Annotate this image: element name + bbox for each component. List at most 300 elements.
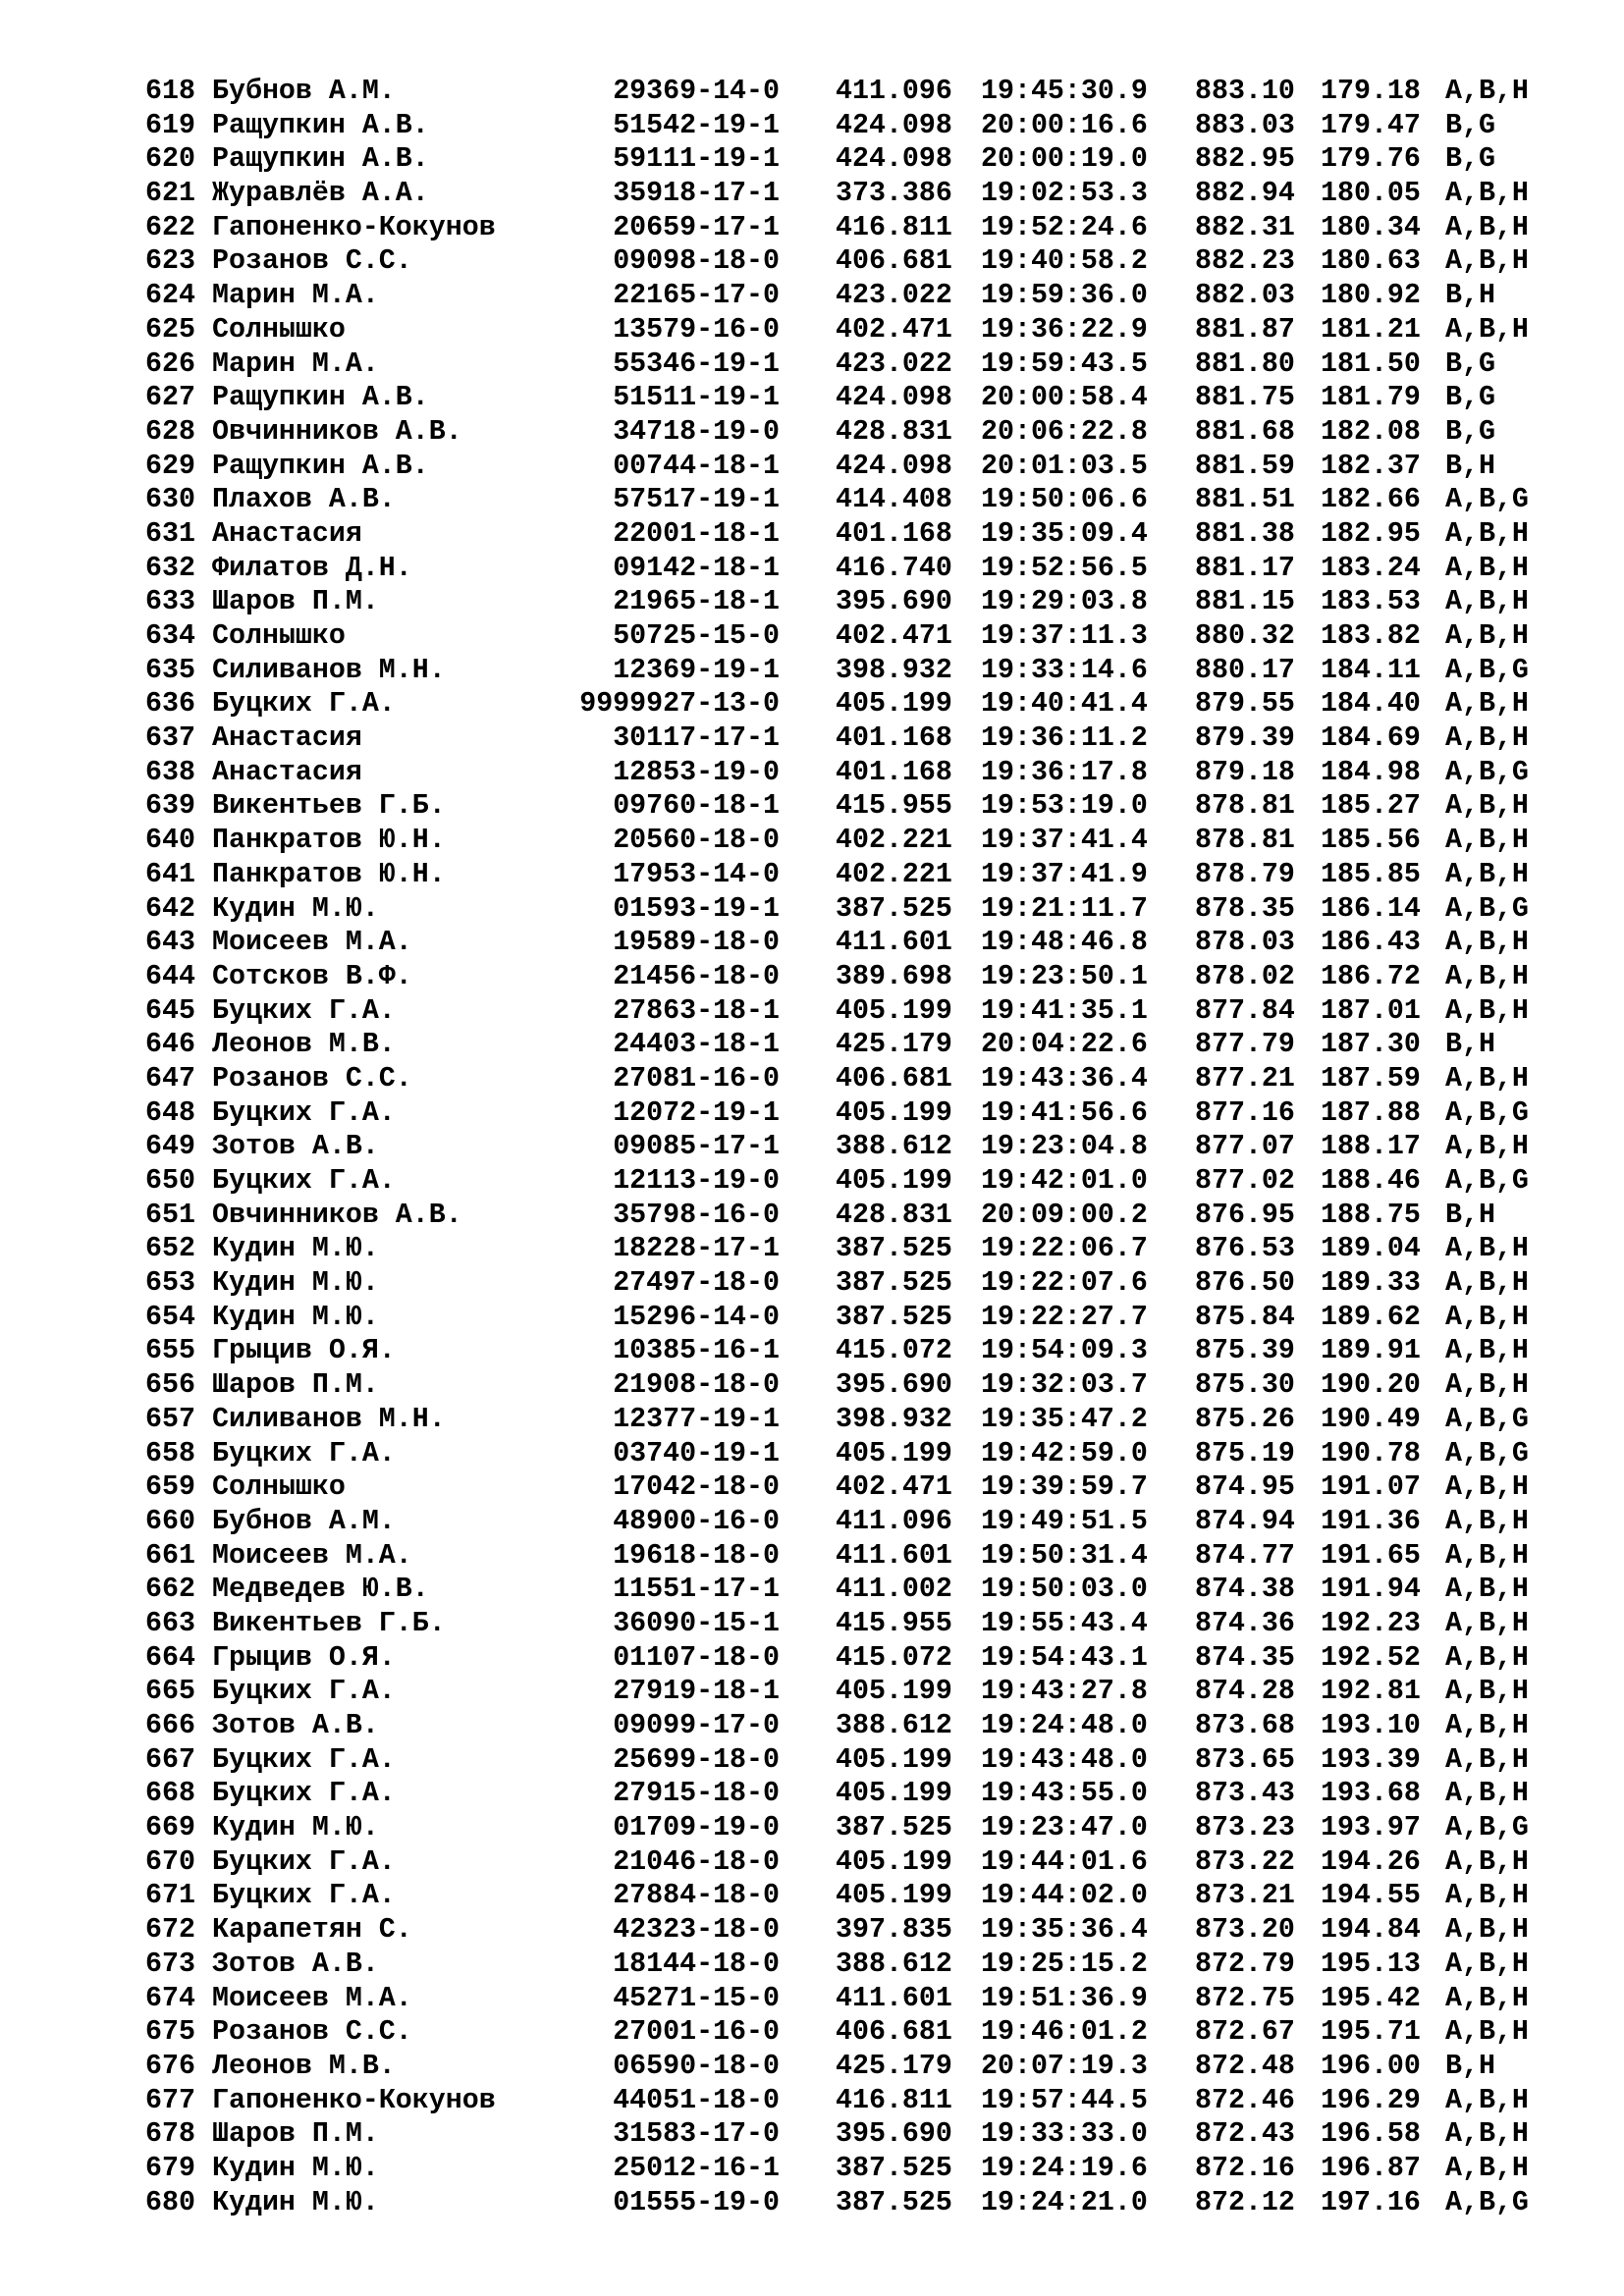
row-number: 655 xyxy=(145,1335,195,1367)
table-row xyxy=(145,994,1559,1029)
arrival-time: 19:37:41.4 xyxy=(981,825,1148,857)
speed: 878.81 xyxy=(1195,825,1295,857)
arrival-time: 19:44:01.6 xyxy=(981,1845,1148,1878)
points: 181.50 xyxy=(1321,347,1421,380)
ring-number: 27001-16-0 xyxy=(613,2016,780,2049)
table-row xyxy=(145,552,1559,586)
fancier-name: Кудин М.Ю. xyxy=(212,1267,379,1300)
row-number: 669 xyxy=(145,1812,195,1844)
fancier-name: Бубнов А.М. xyxy=(212,76,396,107)
row-number: 653 xyxy=(145,1267,195,1300)
speed: 872.67 xyxy=(1195,2016,1295,2049)
arrival-time: 20:00:58.4 xyxy=(981,382,1148,414)
row-number: 622 xyxy=(145,211,195,243)
points: 184.98 xyxy=(1321,756,1421,788)
category: A,B,H xyxy=(1445,1471,1529,1504)
ring-number: 51542-19-1 xyxy=(613,109,780,141)
ring-number: 30117-17-1 xyxy=(613,722,780,755)
fancier-name: Гапоненко-Кокунов xyxy=(212,211,496,243)
fancier-name: Леонов М.В. xyxy=(212,1029,396,1061)
table-row xyxy=(145,1403,1559,1437)
ring-number: 15296-14-0 xyxy=(613,1301,780,1333)
fancier-name: Карапетян С. xyxy=(212,1914,412,1947)
distance: 405.199 xyxy=(836,688,952,721)
category: A,B,H xyxy=(1445,1914,1529,1947)
distance: 387.525 xyxy=(836,2186,952,2218)
ring-number: 12113-19-0 xyxy=(613,1165,780,1197)
table-row xyxy=(145,654,1559,688)
arrival-time: 19:29:03.8 xyxy=(981,586,1148,618)
category: A,B,H xyxy=(1445,1301,1529,1333)
points: 192.23 xyxy=(1321,1607,1421,1639)
ring-number: 55346-19-1 xyxy=(613,347,780,380)
distance: 395.690 xyxy=(836,586,952,618)
table-row xyxy=(145,1062,1559,1096)
ring-number: 01107-18-0 xyxy=(613,1641,780,1674)
points: 191.94 xyxy=(1321,1574,1421,1606)
arrival-time: 19:24:48.0 xyxy=(981,1710,1148,1741)
table-row xyxy=(145,1539,1559,1574)
distance: 405.199 xyxy=(836,1743,952,1776)
fancier-name: Марин М.А. xyxy=(212,280,379,312)
speed: 874.28 xyxy=(1195,1676,1295,1708)
table-row xyxy=(145,1811,1559,1845)
fancier-name: Буцких Г.А. xyxy=(212,994,396,1027)
ring-number: 06590-18-0 xyxy=(613,2050,780,2082)
distance: 405.199 xyxy=(836,1880,952,1912)
distance: 425.179 xyxy=(836,1029,952,1061)
arrival-time: 19:35:09.4 xyxy=(981,517,1148,550)
speed: 881.68 xyxy=(1195,415,1295,448)
speed: 883.10 xyxy=(1195,76,1295,107)
points: 187.59 xyxy=(1321,1062,1421,1095)
distance: 414.408 xyxy=(836,484,952,516)
distance: 416.811 xyxy=(836,2084,952,2116)
arrival-time: 20:06:22.8 xyxy=(981,415,1148,448)
ring-number: 27919-18-1 xyxy=(613,1676,780,1708)
table-row xyxy=(145,756,1559,790)
points: 191.36 xyxy=(1321,1505,1421,1537)
arrival-time: 20:09:00.2 xyxy=(981,1199,1148,1231)
category: A,B,H xyxy=(1445,1335,1529,1367)
row-number: 659 xyxy=(145,1471,195,1504)
distance: 406.681 xyxy=(836,2016,952,2049)
fancier-name: Буцких Г.А. xyxy=(212,1096,396,1129)
arrival-time: 19:57:44.5 xyxy=(981,2084,1148,2116)
distance: 405.199 xyxy=(836,994,952,1027)
row-number: 664 xyxy=(145,1641,195,1674)
arrival-time: 19:22:27.7 xyxy=(981,1301,1148,1333)
table-row xyxy=(145,721,1559,756)
distance: 402.221 xyxy=(836,825,952,857)
points: 192.81 xyxy=(1321,1676,1421,1708)
row-number: 663 xyxy=(145,1607,195,1639)
category: A,B,H xyxy=(1445,1539,1529,1572)
category: A,B,H xyxy=(1445,2118,1529,2151)
distance: 424.098 xyxy=(836,109,952,141)
speed: 879.55 xyxy=(1195,688,1295,721)
ring-number: 59111-19-1 xyxy=(613,143,780,176)
table-row xyxy=(145,313,1559,347)
distance: 387.525 xyxy=(836,1812,952,1844)
speed: 875.84 xyxy=(1195,1301,1295,1333)
table-row xyxy=(145,1437,1559,1471)
category: A,B,G xyxy=(1445,484,1529,516)
distance: 415.072 xyxy=(836,1641,952,1674)
fancier-name: Плахов А.В. xyxy=(212,484,396,516)
row-number: 679 xyxy=(145,2152,195,2184)
row-number: 665 xyxy=(145,1676,195,1708)
row-number: 638 xyxy=(145,756,195,788)
table-row xyxy=(145,926,1559,960)
points: 180.63 xyxy=(1321,245,1421,278)
fancier-name: Грыцив О.Я. xyxy=(212,1641,396,1674)
fancier-name: Овчинников А.В. xyxy=(212,415,462,448)
category: A,B,H xyxy=(1445,1574,1529,1606)
category: B,H xyxy=(1445,280,1495,312)
ring-number: 17953-14-0 xyxy=(613,858,780,890)
table-row xyxy=(145,1573,1559,1607)
arrival-time: 19:39:59.7 xyxy=(981,1471,1148,1504)
row-number: 649 xyxy=(145,1131,195,1163)
category: A,B,H xyxy=(1445,1743,1529,1776)
speed: 881.59 xyxy=(1195,450,1295,482)
distance: 428.831 xyxy=(836,415,952,448)
ring-number: 21908-18-0 xyxy=(613,1369,780,1402)
table-row xyxy=(145,1096,1559,1131)
row-number: 678 xyxy=(145,2118,195,2151)
table-row xyxy=(145,1301,1559,1335)
row-number: 654 xyxy=(145,1301,195,1333)
distance: 425.179 xyxy=(836,2050,952,2082)
row-number: 646 xyxy=(145,1029,195,1061)
row-number: 671 xyxy=(145,1880,195,1912)
distance: 373.386 xyxy=(836,178,952,210)
distance: 398.932 xyxy=(836,1403,952,1435)
table-row xyxy=(145,1675,1559,1709)
table-row xyxy=(145,381,1559,415)
category: A,B,H xyxy=(1445,313,1529,346)
points: 182.66 xyxy=(1321,484,1421,516)
arrival-time: 19:37:41.9 xyxy=(981,858,1148,890)
table-row xyxy=(145,1913,1559,1948)
fancier-name: Филатов Д.Н. xyxy=(212,552,412,584)
ring-number: 22001-18-1 xyxy=(613,517,780,550)
table-row xyxy=(145,2117,1559,2152)
speed: 881.15 xyxy=(1195,586,1295,618)
arrival-time: 19:36:17.8 xyxy=(981,756,1148,788)
points: 184.11 xyxy=(1321,654,1421,686)
row-number: 656 xyxy=(145,1369,195,1402)
distance: 415.072 xyxy=(836,1335,952,1367)
speed: 880.17 xyxy=(1195,654,1295,686)
table-row xyxy=(145,142,1559,177)
arrival-time: 19:33:14.6 xyxy=(981,654,1148,686)
fancier-name: Сотсков В.Ф. xyxy=(212,960,412,992)
category: A,B,H xyxy=(1445,1607,1529,1639)
points: 183.24 xyxy=(1321,552,1421,584)
arrival-time: 19:50:06.6 xyxy=(981,484,1148,516)
points: 196.87 xyxy=(1321,2152,1421,2184)
points: 195.42 xyxy=(1321,1982,1421,2014)
fancier-name: Зотов А.В. xyxy=(212,1710,379,1741)
points: 191.65 xyxy=(1321,1539,1421,1572)
distance: 405.199 xyxy=(836,1778,952,1810)
category: B,H xyxy=(1445,2050,1495,2082)
row-number: 624 xyxy=(145,280,195,312)
category: A,B,H xyxy=(1445,960,1529,992)
ring-number: 12377-19-1 xyxy=(613,1403,780,1435)
points: 192.52 xyxy=(1321,1641,1421,1674)
speed: 872.12 xyxy=(1195,2186,1295,2218)
distance: 397.835 xyxy=(836,1914,952,1947)
points: 194.26 xyxy=(1321,1845,1421,1878)
distance: 411.601 xyxy=(836,1539,952,1572)
table-row xyxy=(145,789,1559,824)
arrival-time: 19:36:22.9 xyxy=(981,313,1148,346)
category: A,B,H xyxy=(1445,688,1529,721)
category: A,B,H xyxy=(1445,76,1529,107)
points: 184.69 xyxy=(1321,722,1421,755)
arrival-time: 20:00:16.6 xyxy=(981,109,1148,141)
row-number: 619 xyxy=(145,109,195,141)
fancier-name: Викентьев Г.Б. xyxy=(212,790,446,823)
points: 189.33 xyxy=(1321,1267,1421,1300)
distance: 388.612 xyxy=(836,1948,952,1980)
table-row xyxy=(145,858,1559,892)
speed: 882.94 xyxy=(1195,178,1295,210)
ring-number: 36090-15-1 xyxy=(613,1607,780,1639)
row-number: 660 xyxy=(145,1505,195,1537)
category: A,B,H xyxy=(1445,1233,1529,1265)
fancier-name: Марин М.А. xyxy=(212,347,379,380)
fancier-name: Солнышко xyxy=(212,620,346,652)
arrival-time: 19:44:02.0 xyxy=(981,1880,1148,1912)
row-number: 658 xyxy=(145,1437,195,1469)
category: A,B,H xyxy=(1445,1369,1529,1402)
speed: 881.51 xyxy=(1195,484,1295,516)
ring-number: 12072-19-1 xyxy=(613,1096,780,1129)
ring-number: 19618-18-0 xyxy=(613,1539,780,1572)
category: B,G xyxy=(1445,143,1495,176)
table-row xyxy=(145,2152,1559,2186)
category: A,B,H xyxy=(1445,2152,1529,2184)
points: 196.00 xyxy=(1321,2050,1421,2082)
category: A,B,H xyxy=(1445,1062,1529,1095)
table-row xyxy=(145,1266,1559,1301)
category: A,B,H xyxy=(1445,586,1529,618)
fancier-name: Леонов М.В. xyxy=(212,2050,396,2082)
points: 190.20 xyxy=(1321,1369,1421,1402)
distance: 402.471 xyxy=(836,620,952,652)
points: 181.21 xyxy=(1321,313,1421,346)
arrival-time: 19:42:01.0 xyxy=(981,1165,1148,1197)
fancier-name: Буцких Г.А. xyxy=(212,688,396,721)
table-row xyxy=(145,1334,1559,1368)
speed: 877.79 xyxy=(1195,1029,1295,1061)
ring-number: 22165-17-0 xyxy=(613,280,780,312)
distance: 415.955 xyxy=(836,790,952,823)
row-number: 668 xyxy=(145,1778,195,1810)
ring-number: 27884-18-0 xyxy=(613,1880,780,1912)
ring-number: 17042-18-0 xyxy=(613,1471,780,1504)
ring-number: 44051-18-0 xyxy=(613,2084,780,2116)
distance: 411.601 xyxy=(836,1982,952,2014)
row-number: 673 xyxy=(145,1948,195,1980)
points: 182.08 xyxy=(1321,415,1421,448)
speed: 876.50 xyxy=(1195,1267,1295,1300)
fancier-name: Кудин М.Ю. xyxy=(212,1812,379,1844)
ring-number: 50725-15-0 xyxy=(613,620,780,652)
category: A,B,H xyxy=(1445,1131,1529,1163)
arrival-time: 19:41:35.1 xyxy=(981,994,1148,1027)
category: A,B,H xyxy=(1445,1778,1529,1810)
ring-number: 09760-18-1 xyxy=(613,790,780,823)
fancier-name: Шаров П.М. xyxy=(212,586,379,618)
distance: 388.612 xyxy=(836,1710,952,1741)
distance: 415.955 xyxy=(836,1607,952,1639)
row-number: 630 xyxy=(145,484,195,516)
row-number: 628 xyxy=(145,415,195,448)
arrival-time: 19:22:06.7 xyxy=(981,1233,1148,1265)
ring-number: 35918-17-1 xyxy=(613,178,780,210)
ring-number: 45271-15-0 xyxy=(613,1982,780,2014)
ring-number: 21046-18-0 xyxy=(613,1845,780,1878)
ring-number: 24403-18-1 xyxy=(613,1029,780,1061)
speed: 874.95 xyxy=(1195,1471,1295,1504)
distance: 406.681 xyxy=(836,1062,952,1095)
category: A,B,G xyxy=(1445,1437,1529,1469)
distance: 387.525 xyxy=(836,892,952,925)
table-row xyxy=(145,1130,1559,1164)
category: A,B,H xyxy=(1445,620,1529,652)
table-row xyxy=(145,1607,1559,1641)
fancier-name: Буцких Г.А. xyxy=(212,1778,396,1810)
arrival-time: 19:41:56.6 xyxy=(981,1096,1148,1129)
speed: 873.43 xyxy=(1195,1778,1295,1810)
category: A,B,H xyxy=(1445,1948,1529,1980)
distance: 395.690 xyxy=(836,2118,952,2151)
speed: 874.36 xyxy=(1195,1607,1295,1639)
arrival-time: 19:50:03.0 xyxy=(981,1574,1148,1606)
fancier-name: Шаров П.М. xyxy=(212,2118,379,2151)
results-table xyxy=(145,75,1559,2219)
points: 189.04 xyxy=(1321,1233,1421,1265)
category: A,B,H xyxy=(1445,1710,1529,1741)
arrival-time: 19:40:41.4 xyxy=(981,688,1148,721)
fancier-name: Кудин М.Ю. xyxy=(212,1233,379,1265)
fancier-name: Буцких Г.А. xyxy=(212,1743,396,1776)
ring-number: 19589-18-0 xyxy=(613,927,780,959)
ring-number: 13579-16-0 xyxy=(613,313,780,346)
category: B,G xyxy=(1445,109,1495,141)
speed: 881.17 xyxy=(1195,552,1295,584)
ring-number: 29369-14-0 xyxy=(613,76,780,107)
ring-number: 00744-18-1 xyxy=(613,450,780,482)
ring-number: 01709-19-0 xyxy=(613,1812,780,1844)
arrival-time: 19:59:43.5 xyxy=(981,347,1148,380)
fancier-name: Ращупкин А.В. xyxy=(212,450,429,482)
row-number: 629 xyxy=(145,450,195,482)
arrival-time: 19:45:30.9 xyxy=(981,76,1148,107)
distance: 405.199 xyxy=(836,1676,952,1708)
arrival-time: 20:01:03.5 xyxy=(981,450,1148,482)
row-number: 657 xyxy=(145,1403,195,1435)
row-number: 674 xyxy=(145,1982,195,2014)
fancier-name: Моисеев М.А. xyxy=(212,927,412,959)
distance: 424.098 xyxy=(836,450,952,482)
ring-number: 25699-18-0 xyxy=(613,1743,780,1776)
category: A,B,H xyxy=(1445,858,1529,890)
ring-number: 35798-16-0 xyxy=(613,1199,780,1231)
points: 188.75 xyxy=(1321,1199,1421,1231)
arrival-time: 19:59:36.0 xyxy=(981,280,1148,312)
speed: 876.95 xyxy=(1195,1199,1295,1231)
table-row xyxy=(145,892,1559,927)
distance: 405.199 xyxy=(836,1845,952,1878)
points: 181.79 xyxy=(1321,382,1421,414)
arrival-time: 19:52:56.5 xyxy=(981,552,1148,584)
category: A,B,H xyxy=(1445,1880,1529,1912)
row-number: 661 xyxy=(145,1539,195,1572)
ring-number: 12853-19-0 xyxy=(613,756,780,788)
points: 193.68 xyxy=(1321,1778,1421,1810)
arrival-time: 19:23:50.1 xyxy=(981,960,1148,992)
row-number: 651 xyxy=(145,1199,195,1231)
points: 187.30 xyxy=(1321,1029,1421,1061)
category: A,B,H xyxy=(1445,1641,1529,1674)
ring-number: 9999927-13-0 xyxy=(579,688,780,721)
table-row xyxy=(145,960,1559,994)
category: A,B,H xyxy=(1445,2084,1529,2116)
speed: 873.65 xyxy=(1195,1743,1295,1776)
speed: 879.39 xyxy=(1195,722,1295,755)
points: 196.58 xyxy=(1321,2118,1421,2151)
speed: 873.23 xyxy=(1195,1812,1295,1844)
table-row xyxy=(145,1777,1559,1811)
table-row xyxy=(145,75,1559,109)
row-number: 626 xyxy=(145,347,195,380)
category: A,B,H xyxy=(1445,1676,1529,1708)
fancier-name: Медведев Ю.В. xyxy=(212,1574,429,1606)
row-number: 632 xyxy=(145,552,195,584)
points: 180.05 xyxy=(1321,178,1421,210)
arrival-time: 19:52:24.6 xyxy=(981,211,1148,243)
category: A,B,H xyxy=(1445,2016,1529,2049)
row-number: 670 xyxy=(145,1845,195,1878)
speed: 882.23 xyxy=(1195,245,1295,278)
fancier-name: Анастасия xyxy=(212,722,362,755)
distance: 401.168 xyxy=(836,722,952,755)
fancier-name: Шаров П.М. xyxy=(212,1369,379,1402)
speed: 874.38 xyxy=(1195,1574,1295,1606)
arrival-time: 19:43:48.0 xyxy=(981,1743,1148,1776)
fancier-name: Анастасия xyxy=(212,517,362,550)
speed: 878.03 xyxy=(1195,927,1295,959)
speed: 881.87 xyxy=(1195,313,1295,346)
fancier-name: Розанов С.С. xyxy=(212,245,412,278)
row-number: 652 xyxy=(145,1233,195,1265)
speed: 880.32 xyxy=(1195,620,1295,652)
points: 187.88 xyxy=(1321,1096,1421,1129)
row-number: 623 xyxy=(145,245,195,278)
table-row xyxy=(145,2050,1559,2084)
category: A,B,H xyxy=(1445,517,1529,550)
table-row xyxy=(145,1368,1559,1403)
ring-number: 01593-19-1 xyxy=(613,892,780,925)
category: A,B,G xyxy=(1445,756,1529,788)
row-number: 677 xyxy=(145,2084,195,2116)
